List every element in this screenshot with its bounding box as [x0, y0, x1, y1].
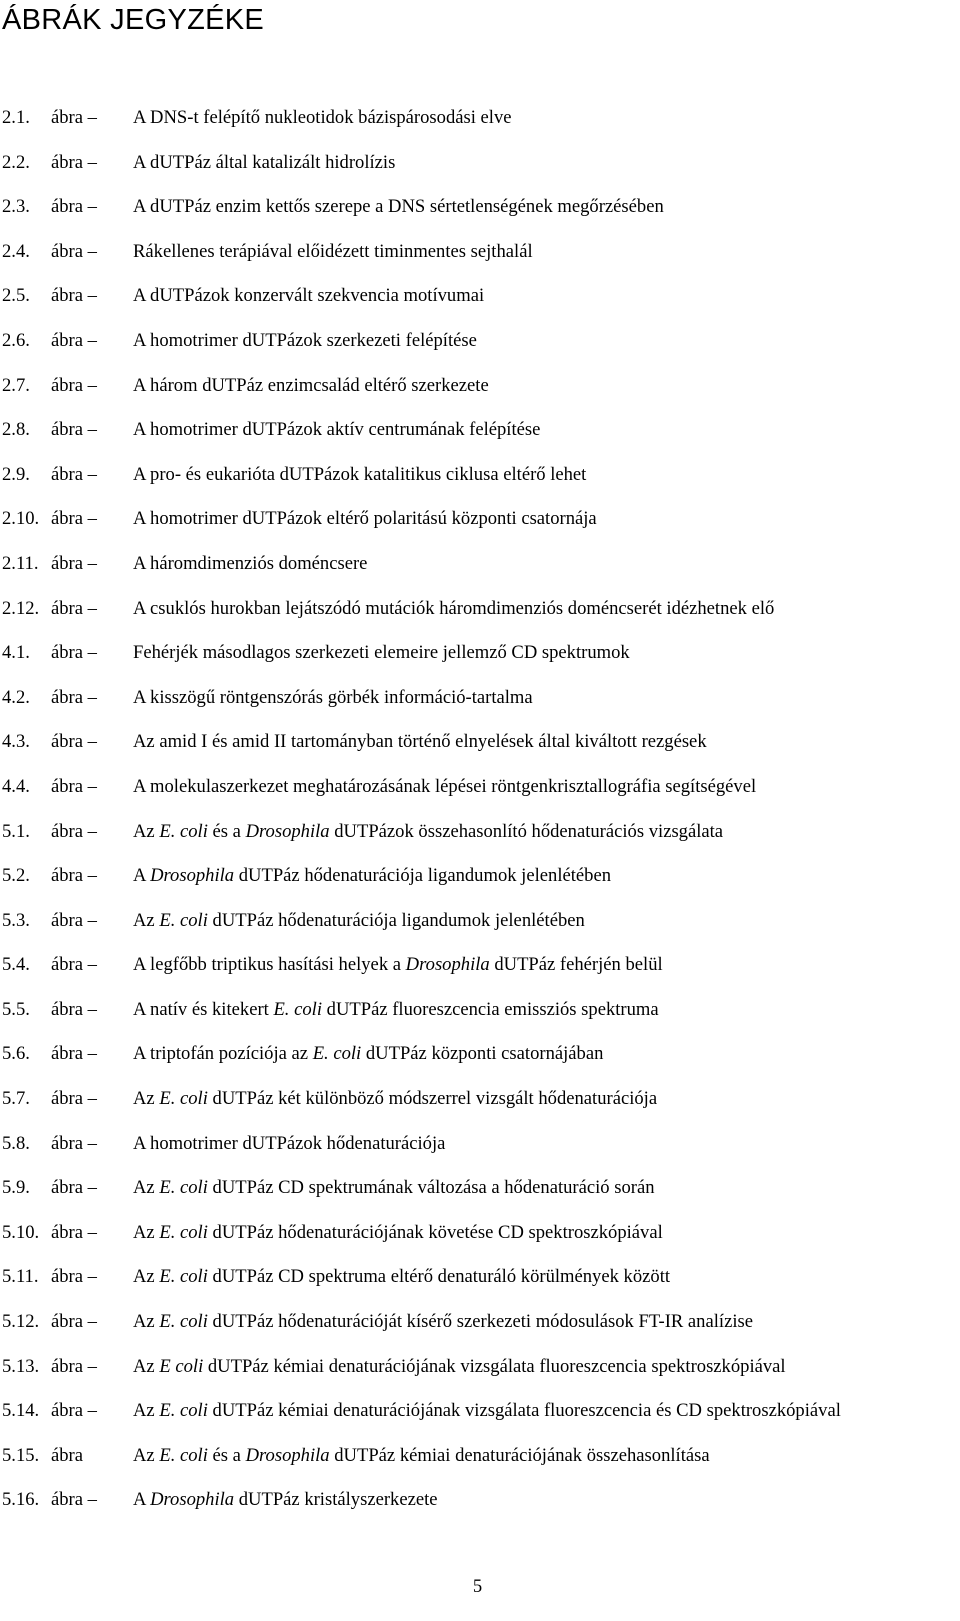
figure-title-part: dUTPáz központi csatornájában — [361, 1043, 604, 1065]
figure-number: 2.5. — [2, 285, 30, 307]
figure-number: 5.1. — [2, 820, 30, 842]
figure-number: 5.6. — [2, 1043, 30, 1065]
figure-title-part: dUTPáz CD spektrumának változása a hődenaturáció során — [207, 1177, 655, 1199]
figure-title-part: Az — [133, 1266, 160, 1288]
figure-title — [133, 1176, 655, 1200]
figure-title-italic-part: E. coli — [312, 1043, 362, 1065]
figure-list-item — [0, 1444, 960, 1489]
figure-title — [133, 1355, 786, 1379]
figure-title — [133, 151, 395, 175]
figure-label: ábra — [51, 1444, 83, 1466]
figure-title — [133, 1488, 438, 1512]
figure-title-part: A homotrimer dUTPázok eltérő polaritású központi csatornája — [133, 508, 597, 530]
figure-list-item — [0, 329, 960, 374]
figure-title — [133, 820, 723, 844]
figure-title-part: dUTPáz hődenaturációja ligandumok jelenlétében — [234, 865, 611, 887]
figure-title — [133, 1444, 710, 1468]
figure-title-italic-part: E. coli — [273, 998, 322, 1020]
figure-number: 5.14. — [2, 1400, 40, 1422]
figure-title — [133, 597, 774, 621]
figure-title-part: A pro- és eukarióta dUTPázok katalitikus ciklusa eltérő lehet — [133, 463, 587, 485]
page-title: ÁBRÁK JEGYZÉKE — [2, 4, 265, 36]
figure-title-italic-part: E. coli — [159, 820, 208, 842]
figure-title-part: Az — [133, 1355, 160, 1377]
figure-label: ábra – — [51, 1266, 97, 1288]
figure-number: 4.2. — [2, 686, 30, 708]
figure-list-item — [0, 463, 960, 508]
figure-label: ábra – — [51, 552, 97, 574]
figure-title — [133, 1132, 445, 1156]
figure-list — [0, 106, 960, 1533]
figure-title-part: A dUTPázok konzervált szekvencia motívumai — [133, 285, 485, 307]
figure-label: ábra – — [51, 597, 97, 619]
figure-title — [133, 998, 659, 1022]
figure-label: ábra – — [51, 329, 97, 351]
figure-title-part: dUTPáz CD spektruma eltérő denaturáló körülmények között — [207, 1266, 671, 1288]
figure-list-item — [0, 1221, 960, 1266]
figure-title — [133, 909, 585, 933]
figure-title — [133, 730, 707, 754]
figure-title-part: A homotrimer dUTPázok hődenaturációja — [133, 1132, 446, 1154]
figure-number: 4.4. — [2, 775, 30, 797]
figure-list-item — [0, 641, 960, 686]
figure-number: 2.8. — [2, 419, 30, 441]
figure-title — [133, 1399, 841, 1423]
figure-title-italic-part: E. coli — [159, 909, 208, 931]
figure-number: 5.16. — [2, 1489, 40, 1511]
figure-title — [133, 552, 367, 576]
figure-number: 4.3. — [2, 731, 30, 753]
figure-title — [133, 329, 477, 353]
figure-title-part: Az — [133, 1444, 160, 1466]
figure-title-part: Az — [133, 1311, 160, 1333]
figure-title-part: és a — [207, 1444, 246, 1466]
figure-title — [133, 418, 540, 442]
figure-label: ábra – — [51, 1088, 97, 1110]
figure-title-part: A — [133, 1489, 151, 1511]
figure-label: ábra – — [51, 865, 97, 887]
figure-title-italic-part: Drosophila — [245, 1444, 330, 1466]
figure-list-item — [0, 998, 960, 1043]
figure-number: 5.11. — [2, 1266, 39, 1288]
figure-title-part: Fehérjék másodlagos szerkezeti elemeire jellemző CD spektrumok — [133, 642, 630, 664]
figure-title-italic-part: E. coli — [159, 1444, 208, 1466]
figure-title-part: dUTPáz hődenaturációja ligandumok jelenlétében — [207, 909, 585, 931]
figure-title-part: dUTPáz hődenaturációjának követése CD spektroszkópiával — [207, 1221, 663, 1243]
figure-label: ábra – — [51, 463, 97, 485]
figure-title-italic-part: E. coli — [159, 1400, 208, 1422]
figure-title-italic-part: Drosophila — [405, 954, 490, 976]
figure-title-part: dUTPáz hődenaturációját kísérő szerkezeti módosulások FT-IR analízise — [207, 1311, 753, 1333]
figure-list-item — [0, 909, 960, 954]
figure-number: 2.12. — [2, 597, 40, 619]
figure-title-part: dUTPáz két különböző módszerrel vizsgált hődenaturációja — [207, 1088, 658, 1110]
figure-number: 2.4. — [2, 240, 30, 262]
figure-number: 2.1. — [2, 107, 30, 128]
figure-title-part: Az — [133, 820, 160, 842]
figure-list-item — [0, 820, 960, 865]
figure-list-item — [0, 953, 960, 998]
figure-title-part: dUTPáz kristályszerkezete — [234, 1489, 438, 1511]
figure-number: 4.1. — [2, 642, 30, 664]
figure-list-item — [0, 730, 960, 775]
figure-label: ábra – — [51, 151, 97, 173]
figure-label: ábra – — [51, 285, 97, 307]
figure-list-item — [0, 151, 960, 196]
figure-list-item — [0, 597, 960, 642]
figure-label: ábra – — [51, 419, 97, 441]
figure-title — [133, 374, 489, 398]
figure-title-part: dUTPáz fehérjén belül — [489, 954, 663, 976]
figure-title-part: Az — [133, 1177, 160, 1199]
figure-title-part: Az — [133, 1088, 160, 1110]
figure-title — [133, 240, 533, 264]
figure-title-part: A natív és kitekert — [133, 998, 274, 1020]
figure-label: ábra – — [51, 1132, 97, 1154]
figure-number: 5.10. — [2, 1221, 40, 1243]
figure-title-part: dUTPáz fluoreszcencia emissziós spektruma — [322, 998, 659, 1020]
figure-list-item — [0, 552, 960, 597]
figure-title-italic-part: E. coli — [159, 1088, 208, 1110]
figure-title — [133, 106, 512, 130]
figure-title-italic-part: E. coli — [159, 1177, 208, 1199]
figure-title-part: és a — [207, 820, 246, 842]
figure-label: ábra – — [51, 686, 97, 708]
figure-title-part: A három dUTPáz enzimcsalád eltérő szerkezete — [133, 374, 489, 396]
figure-title — [133, 953, 663, 977]
figure-number: 2.9. — [2, 463, 30, 485]
figure-title-part: A csuklós hurokban lejátszódó mutációk háromdimenziós doméncserét idézhetnek elő — [133, 597, 775, 619]
figure-list-item — [0, 1265, 960, 1310]
figure-title — [133, 775, 756, 799]
figure-title-part: A háromdimenziós doméncsere — [133, 552, 368, 574]
figure-title-part: Rákellenes terápiával előidézett timinmentes sejthalál — [133, 240, 533, 262]
figure-title-part: A dUTPáz enzim kettős szerepe a DNS sértetlenségének megőrzésében — [133, 196, 664, 218]
figure-list-item — [0, 775, 960, 820]
figure-list-item — [0, 195, 960, 240]
figure-number: 2.6. — [2, 329, 30, 351]
figure-list-item — [0, 1355, 960, 1400]
figure-title-part: Az — [133, 1221, 160, 1243]
figure-title-part: A homotrimer dUTPázok szerkezeti felépítése — [133, 329, 477, 351]
figure-list-item — [0, 864, 960, 909]
figure-title — [133, 686, 533, 710]
figure-label: ábra – — [51, 1043, 97, 1065]
figure-title-part: dUTPáz kémiai denaturációjának vizsgálata fluoreszcencia spektroszkópiával — [203, 1355, 786, 1377]
figure-title-part: A molekulaszerkezet meghatározásának lépései röntgenkrisztallográfia segítségével — [133, 775, 757, 797]
figure-number: 2.11. — [2, 552, 39, 574]
figure-title-part: dUTPáz kémiai denaturációjának összehasonlítása — [329, 1444, 710, 1466]
figure-number: 2.3. — [2, 196, 30, 218]
figure-title — [133, 1087, 657, 1111]
figure-title-part: Az — [133, 909, 160, 931]
figure-title-italic-part: Drosophila — [150, 1489, 235, 1511]
figure-label: ábra – — [51, 1221, 97, 1243]
figure-label: ábra – — [51, 240, 97, 262]
figure-title — [133, 507, 597, 531]
figure-title-italic-part: E coli — [159, 1355, 204, 1377]
figure-number: 5.4. — [2, 954, 30, 976]
figure-list-item — [0, 1042, 960, 1087]
figure-title-part: A legfőbb triptikus hasítási helyek a — [133, 954, 406, 976]
figure-title-part: A triptofán pozíciója az — [133, 1043, 313, 1065]
figure-title-part: A kisszögű röntgenszórás görbék információ-tartalma — [133, 686, 533, 708]
figure-label: ábra – — [51, 820, 97, 842]
figure-number: 2.2. — [2, 151, 30, 173]
figure-number: 5.5. — [2, 998, 30, 1020]
figure-label: ábra – — [51, 642, 97, 664]
figure-label: ábra – — [51, 954, 97, 976]
figure-number: 5.15. — [2, 1444, 40, 1466]
figure-title-part: A DNS-t felépítő nukleotidok bázispárosodási elve — [133, 107, 512, 128]
figure-list-item — [0, 1488, 960, 1533]
figure-label: ábra – — [51, 1311, 97, 1333]
figure-label: ábra – — [51, 1400, 97, 1422]
figure-list-item — [0, 106, 960, 151]
figure-title — [133, 284, 484, 308]
figure-list-item — [0, 1087, 960, 1132]
figure-list-item — [0, 374, 960, 419]
figure-title-italic-part: Drosophila — [245, 820, 330, 842]
figure-title-part: dUTPázok összehasonlító hődenaturációs vizsgálata — [329, 820, 724, 842]
figure-title — [133, 1221, 663, 1245]
figure-number: 5.2. — [2, 865, 30, 887]
figure-label: ábra – — [51, 196, 97, 218]
figure-title-part: Az amid I és amid II tartományban történő elnyelések által kiváltott rezgések — [133, 731, 707, 753]
figure-number: 5.13. — [2, 1355, 40, 1377]
figure-list-item — [0, 1399, 960, 1444]
figure-title-part: dUTPáz kémiai denaturációjának vizsgálata fluoreszcencia és CD spektroszkópiával — [207, 1400, 841, 1422]
figure-title-italic-part: E. coli — [159, 1221, 208, 1243]
figure-title-italic-part: E. coli — [159, 1311, 208, 1333]
figure-list-item — [0, 1132, 960, 1177]
figure-number: 5.12. — [2, 1311, 40, 1333]
figure-list-item — [0, 418, 960, 463]
figure-title — [133, 864, 611, 888]
figure-label: ábra – — [51, 731, 97, 753]
figure-title — [133, 195, 664, 219]
figure-list-item — [0, 686, 960, 731]
figure-label: ábra – — [51, 374, 97, 396]
figure-number: 5.9. — [2, 1177, 30, 1199]
figure-title-italic-part: Drosophila — [150, 865, 235, 887]
figure-title — [133, 463, 586, 487]
figure-number: 5.3. — [2, 909, 30, 931]
figure-list-item — [0, 1176, 960, 1221]
figure-title-italic-part: E. coli — [159, 1266, 208, 1288]
figure-label: ábra – — [51, 998, 97, 1020]
figure-title-part: A homotrimer dUTPázok aktív centrumának felépítése — [133, 419, 541, 441]
page-number: 5 — [472, 1576, 483, 1597]
figure-label: ábra – — [51, 1489, 97, 1511]
figure-label: ábra – — [51, 909, 97, 931]
figure-label: ábra – — [51, 1355, 97, 1377]
figure-list-item — [0, 1310, 960, 1355]
figure-number: 2.7. — [2, 374, 30, 396]
figure-label: ábra – — [51, 1177, 97, 1199]
figure-title — [133, 1265, 670, 1289]
figure-list-item — [0, 240, 960, 285]
figure-number: 2.10. — [2, 508, 40, 530]
figure-label: ábra – — [51, 107, 97, 128]
figure-title-part: A dUTPáz által katalizált hidrolízis — [133, 151, 396, 173]
figure-number: 5.7. — [2, 1088, 30, 1110]
figure-list-item — [0, 284, 960, 329]
figure-title — [133, 1042, 603, 1066]
figure-number: 5.8. — [2, 1132, 30, 1154]
figure-list-item — [0, 507, 960, 552]
figure-title-part: A — [133, 865, 151, 887]
figure-label: ábra – — [51, 775, 97, 797]
figure-label: ábra – — [51, 508, 97, 530]
figure-title — [133, 1310, 753, 1334]
figure-title-part: Az — [133, 1400, 160, 1422]
figure-title — [133, 641, 630, 665]
